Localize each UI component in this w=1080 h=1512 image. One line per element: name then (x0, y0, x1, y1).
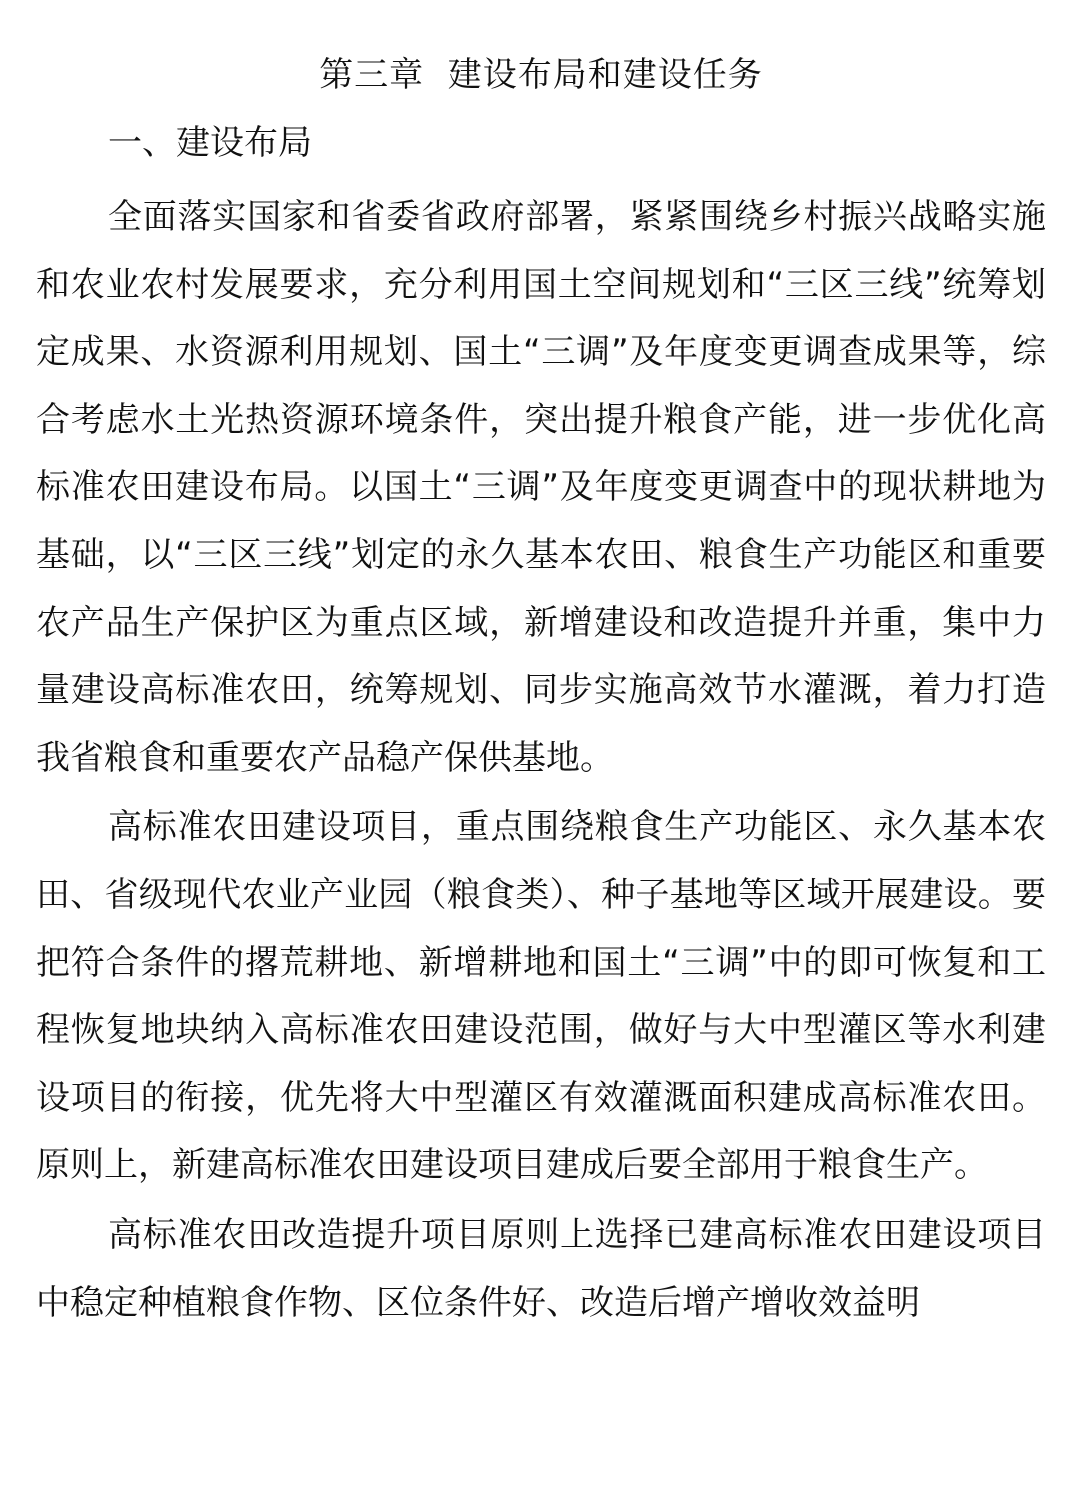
paragraph-upgrade-projects: 高标准农田改造提升项目原则上选择已建高标准农田建设项目中稳定种植粮食作物、区位条件好、改造后增产增收效益明 (36, 1214, 1046, 1323)
document-page (36, 50, 1046, 1339)
section-heading: 一、建设布局 (108, 123, 312, 163)
paragraph-construction-projects: 高标准农田建设项目，重点围绕粮食生产功能区、永久基本农田、省级现代农业产业园（粮食类）、种子基地等区域开展建设。要把符合条件的撂荒耕地、新增耕地和国土“三调”中的即可恢复和工程恢复地块纳入高标准农田建设范围，做好与大中型灌区等水利建设项目的衔接，优先将大中型灌区有效灌溉面积建成高标准农田。原则上，新建高标准农田建设项目建成后要全部用于粮食生产。 (36, 807, 1046, 1186)
paragraph-layout-overview: 全面落实国家和省委省政府部署，紧紧围绕乡村振兴战略实施和农业农村发展要求，充分利用国土空间规划和“三区三线”统筹划定成果、水资源利用规划、国土“三调”及年度变更调查成果等，综合考虑水土光热资源环境条件，突出提升粮食产能，进一步优化高标准农田建设布局。以国土“三调”及年度变更调查中的现状耕地为基础，以“三区三线”划定的永久基本农田、粮食生产功能区和重要农产品生产保护区为重点区域，新增建设和改造提升并重，集中力量建设高标准农田，统筹规划、同步实施高效节水灌溉，着力打造我省粮食和重要农产品稳产保供基地。 (36, 197, 1046, 778)
chapter-title: 第三章 建设布局和建设任务 (319, 55, 763, 95)
